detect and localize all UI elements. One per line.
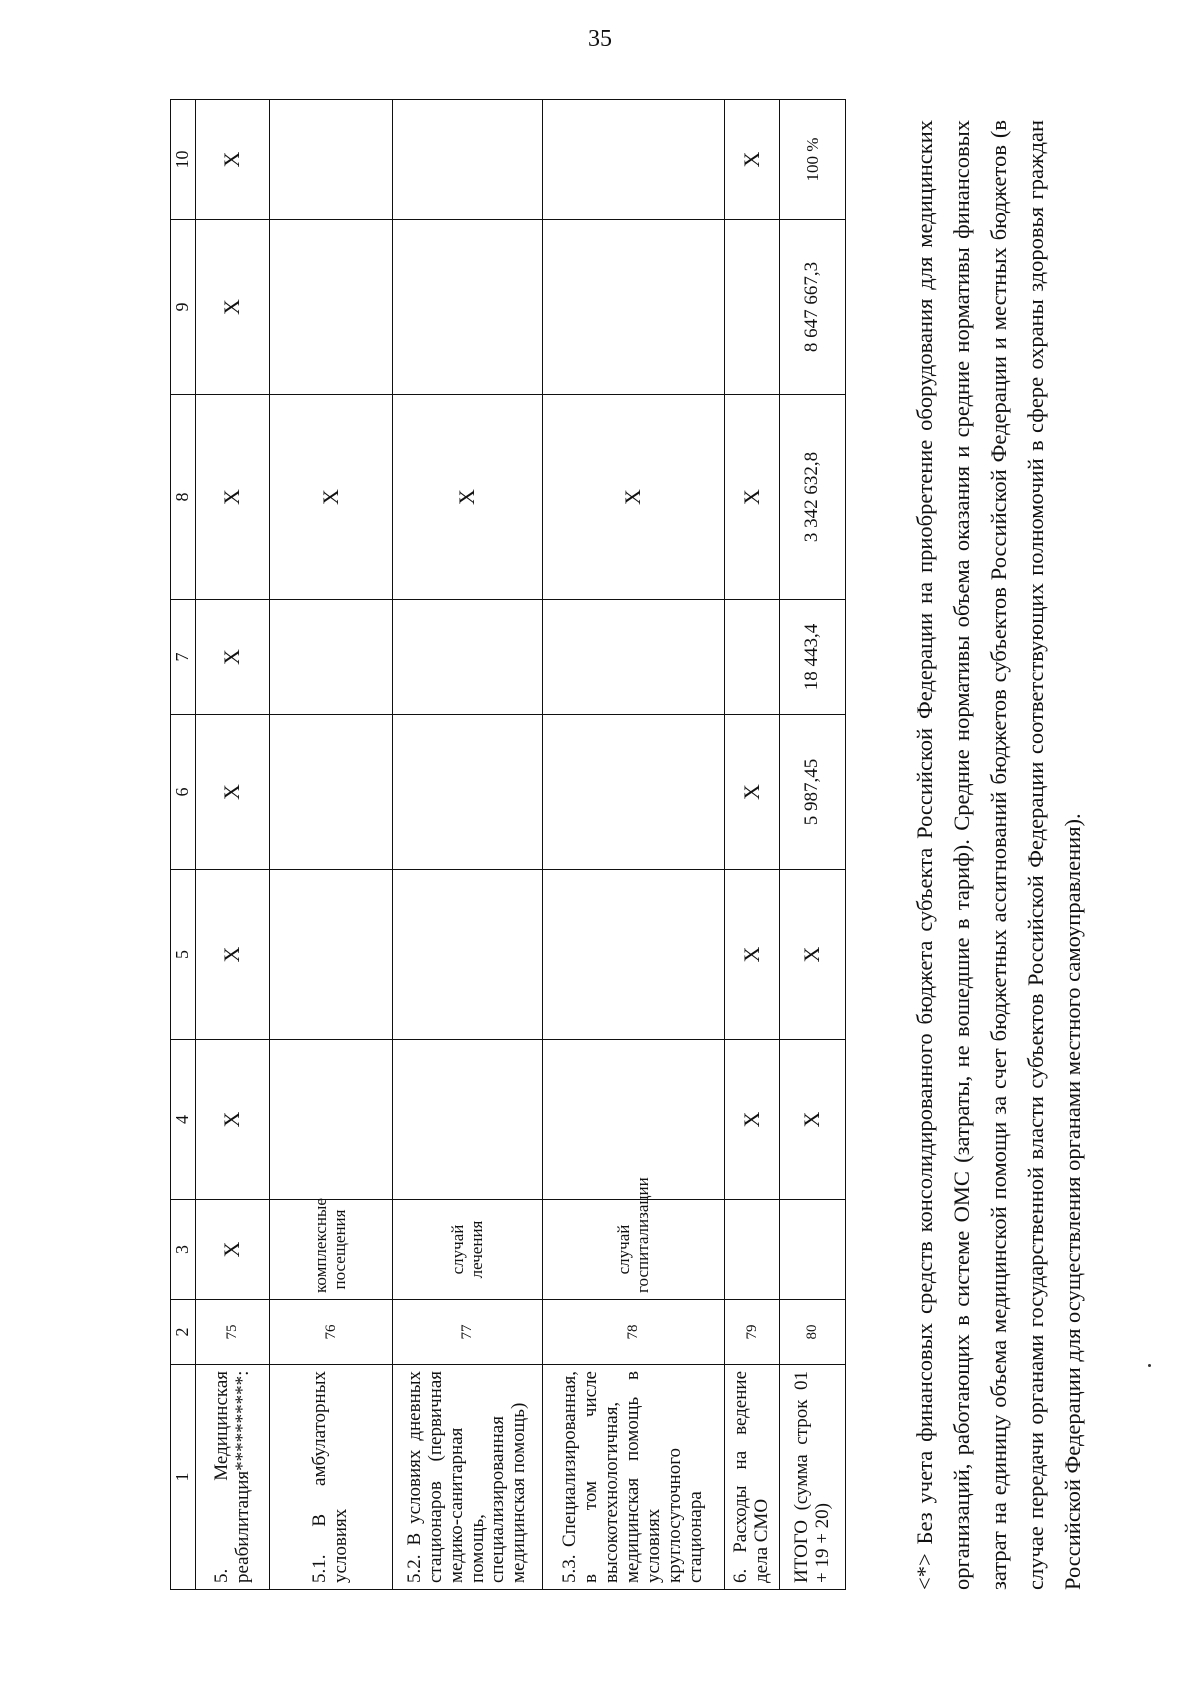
row-number: 76: [270, 1300, 393, 1365]
table-cell: X: [196, 395, 270, 600]
table-cell: [725, 600, 780, 715]
rotated-content: [170, 100, 1100, 1590]
column-header: 7: [171, 600, 196, 715]
table-row-total: [780, 100, 846, 1590]
table-cell: [393, 715, 543, 870]
table-cell: X: [196, 715, 270, 870]
total-value: 8 647 667,3: [780, 220, 846, 395]
page-number: 35: [588, 26, 612, 52]
total-value: 18 443,4: [780, 600, 846, 715]
table-cell: X: [543, 395, 725, 600]
table-cell: X: [725, 395, 780, 600]
table-cell: [270, 600, 393, 715]
table-cell: [270, 100, 393, 220]
total-value: 5 987,45: [780, 715, 846, 870]
table-cell: [393, 220, 543, 395]
table-cell: X: [196, 1200, 270, 1300]
table-cell: X: [270, 395, 393, 600]
column-header: 8: [171, 395, 196, 600]
table-cell: [393, 1040, 543, 1200]
table-cell: X: [725, 100, 780, 220]
row-number: 78: [543, 1300, 725, 1365]
table-cell: [780, 1200, 846, 1300]
footnote: <*> Без учета финансовых средств консолидированного бюджета субъекта Российской Федерации на приобретение оборудования для медицинских организаций, работающих в системе ОМС (затраты, не вошедшие в тариф). Средние нормативы объема оказания и средние нормативы финансовых затрат на единицу объема медицинской помощи за счет бюджетных ассигнований бюджетов субъектов Российской Федерации и местных бюджетов (в случае передачи органами государственной власти субъектов Российской Федерации соответствующих полномочий в сфере охраны здоровья граждан Российской Федерации для осуществления органами местного самоуправления).: [912, 120, 1085, 1590]
table-cell: X: [196, 1040, 270, 1200]
table-header-row: [171, 100, 196, 1590]
table-cell: X: [196, 100, 270, 220]
table-cell: [543, 1040, 725, 1200]
table-row: [393, 100, 543, 1590]
table-cell: X: [780, 870, 846, 1040]
row-label: 5.1. В амбулаторных условиях: [270, 1365, 393, 1590]
table-cell: [543, 870, 725, 1040]
row-label: 5. Медицинская реабилитация**********:: [196, 1365, 270, 1590]
table-cell: [270, 1040, 393, 1200]
table-row: [270, 100, 393, 1590]
column-header: 5: [171, 870, 196, 1040]
table-cell: [725, 1200, 780, 1300]
row-label: 6. Расходы на ведение дела СМО: [725, 1365, 780, 1590]
scan-speck: [1148, 1364, 1151, 1367]
unit-cell: комплексные посещения: [270, 1200, 393, 1300]
table-cell: [725, 220, 780, 395]
table-cell: X: [393, 395, 543, 600]
row-number: 75: [196, 1300, 270, 1365]
table-cell: X: [780, 1040, 846, 1200]
table-cell: [543, 220, 725, 395]
total-label: ИТОГО (сумма строк 01 + 19 + 20): [780, 1365, 846, 1590]
table-cell: [543, 715, 725, 870]
column-header: 2: [171, 1300, 196, 1365]
table-cell: [270, 715, 393, 870]
table-cell: X: [196, 220, 270, 395]
unit-cell: случай лечения: [393, 1200, 543, 1300]
unit-cell: случай госпитализации: [543, 1200, 725, 1300]
table-cell: [393, 870, 543, 1040]
table-row: [543, 100, 725, 1590]
table-row: [196, 100, 270, 1590]
table-cell: [393, 600, 543, 715]
row-label: 5.2. В условиях дневных стационаров (первичная медико-санитарная помощь, специализированная медицинская помощь): [393, 1365, 543, 1590]
row-number: 79: [725, 1300, 780, 1365]
table-cell: [270, 220, 393, 395]
table-cell: X: [725, 870, 780, 1040]
table-cell: X: [725, 715, 780, 870]
table-cell: [393, 100, 543, 220]
table-cell: [543, 600, 725, 715]
table-cell: [543, 100, 725, 220]
column-header: 4: [171, 1040, 196, 1200]
total-percent: 100 %: [780, 100, 846, 220]
table-cell: X: [196, 870, 270, 1040]
column-header: 9: [171, 220, 196, 395]
table-cell: [270, 870, 393, 1040]
financing-table: [170, 99, 846, 1590]
table-cell: X: [196, 600, 270, 715]
column-header: 1: [171, 1365, 196, 1590]
total-value: 3 342 632,8: [780, 395, 846, 600]
column-header: 6: [171, 715, 196, 870]
table-cell: X: [725, 1040, 780, 1200]
column-header: 3: [171, 1200, 196, 1300]
column-header: 10: [171, 100, 196, 220]
table-row: [725, 100, 780, 1590]
row-number: 80: [780, 1300, 846, 1365]
row-number: 77: [393, 1300, 543, 1365]
row-label: 5.3. Специализированная, в том числе высокотехнологичная, медицинская помощь в условиях круглосуточного стационара: [543, 1365, 725, 1590]
